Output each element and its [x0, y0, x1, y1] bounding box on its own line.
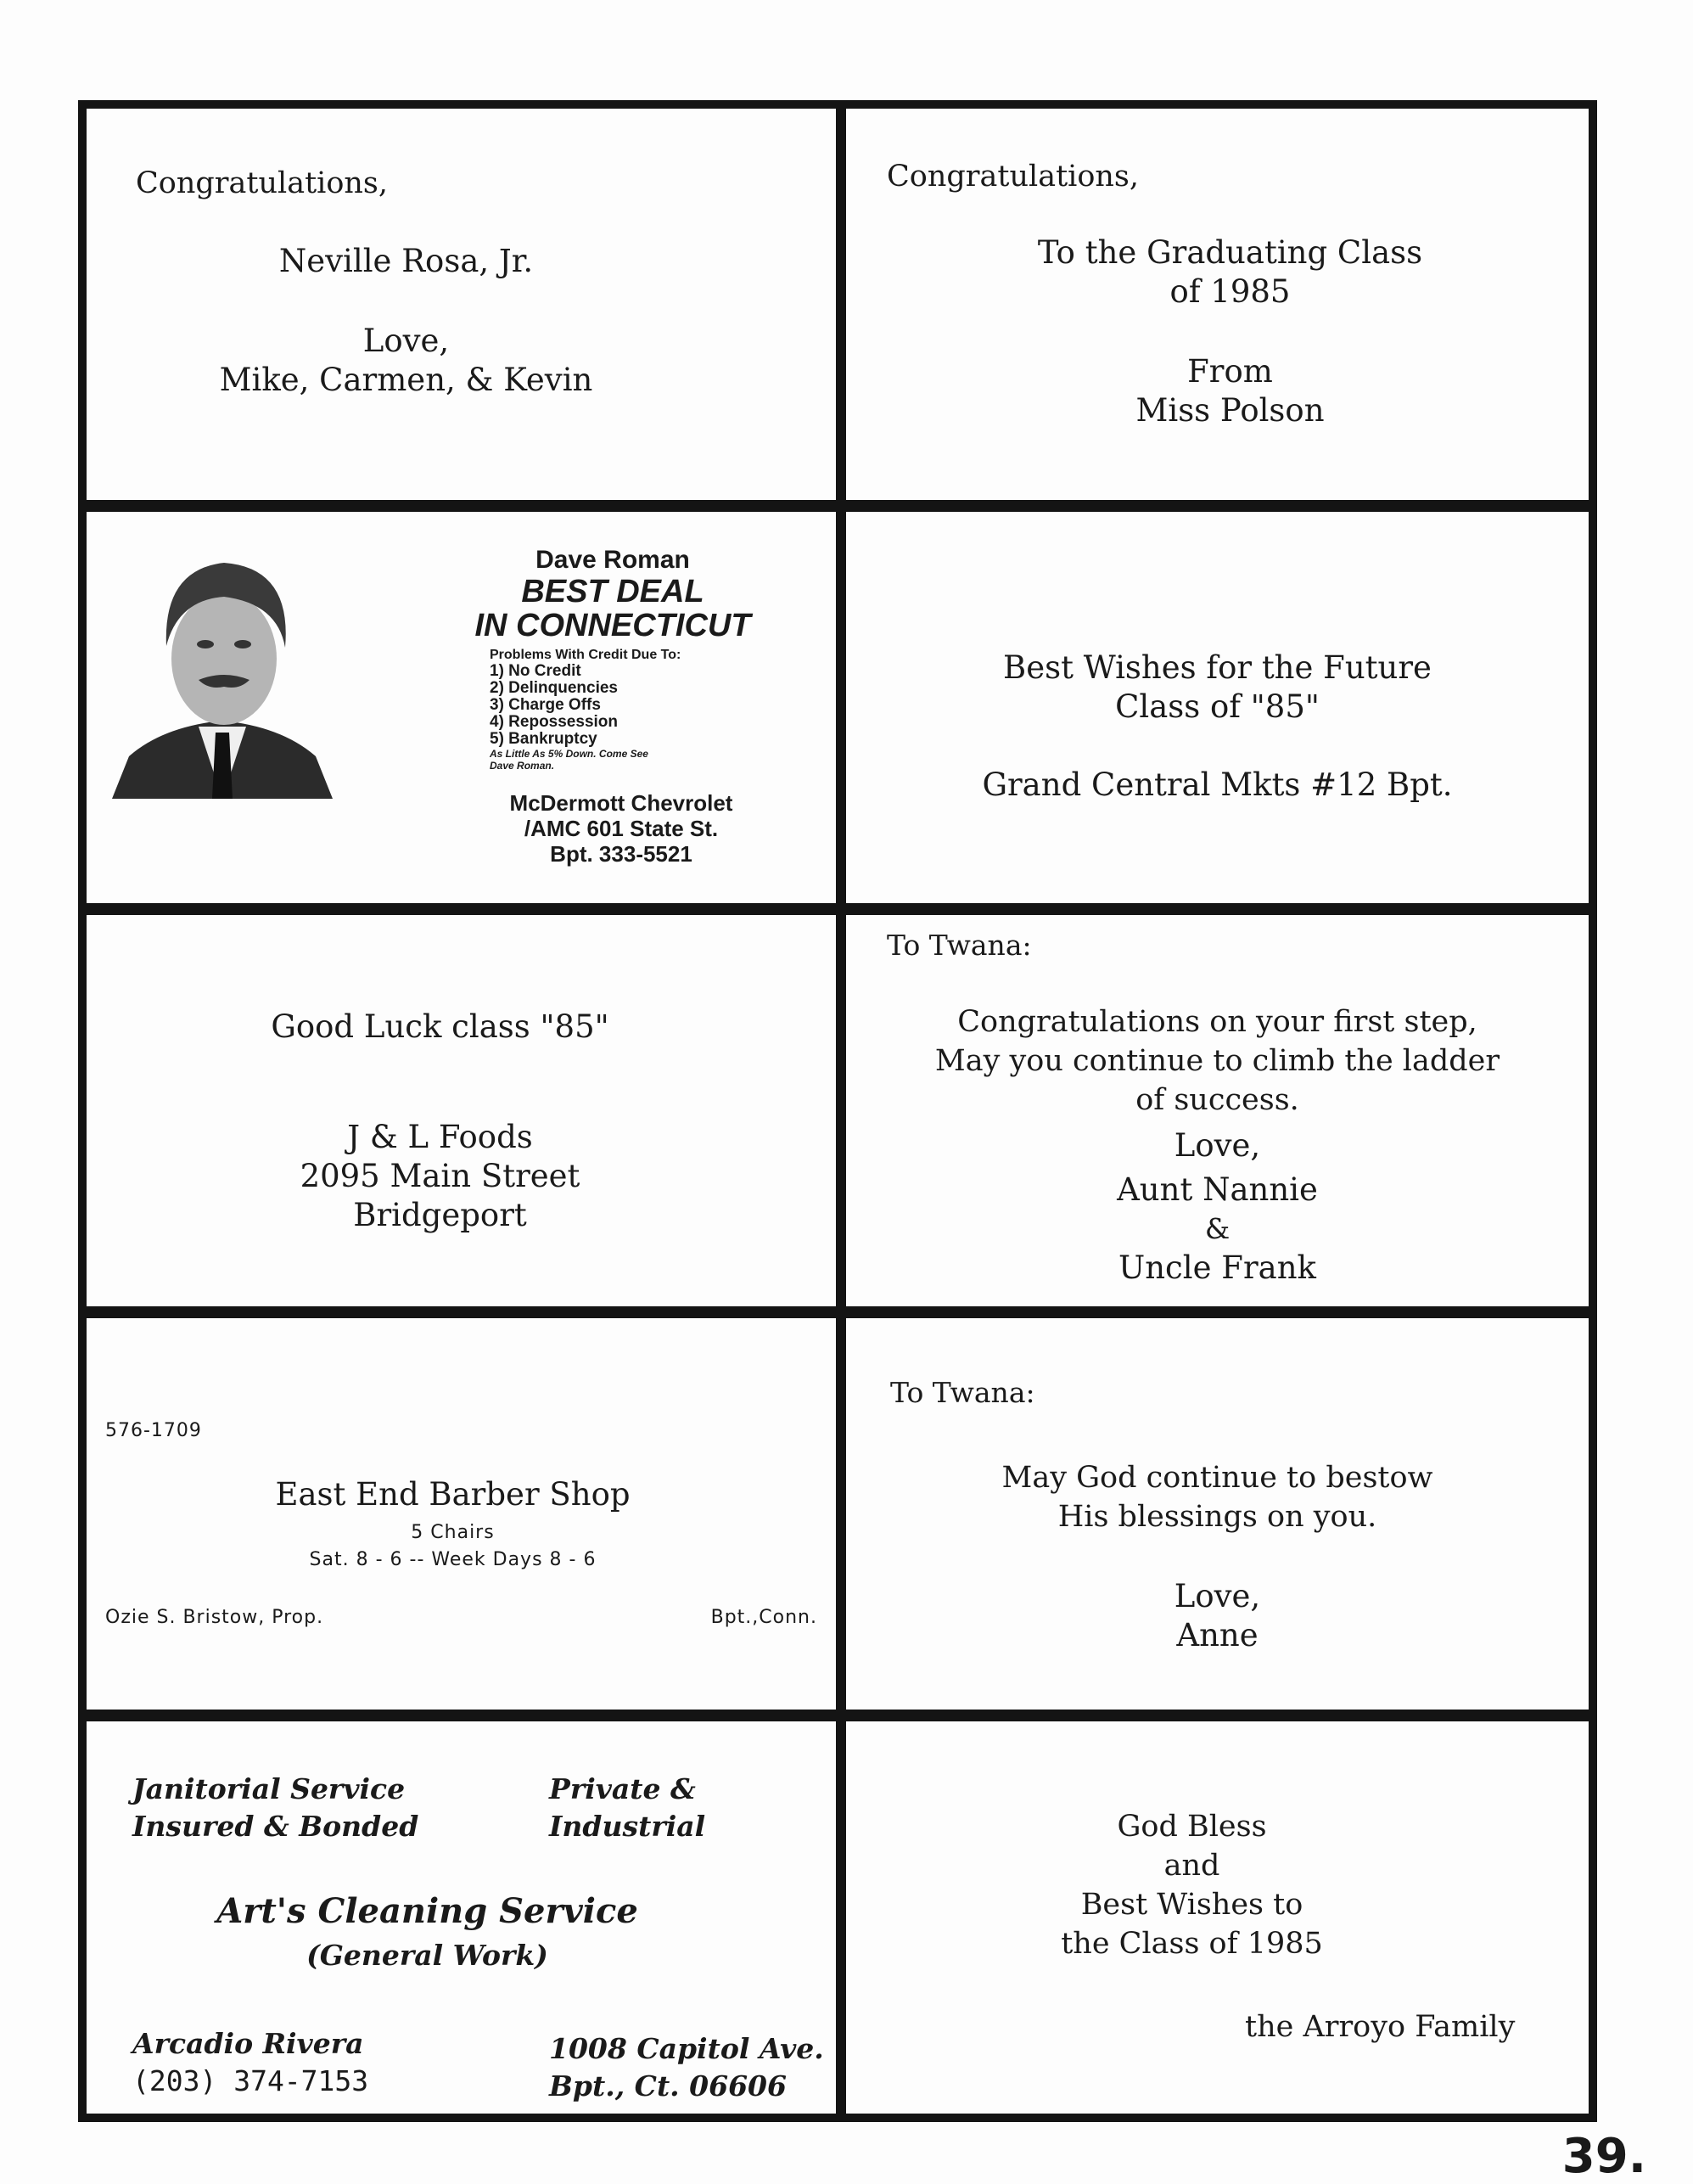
service-line-2: Insured & Bonded — [132, 1810, 419, 1843]
message-line-3: of success. — [1135, 1083, 1299, 1117]
dealer-line-1: McDermott Chevrolet — [509, 790, 733, 816]
credit-item: 5) Bankruptcy — [490, 730, 597, 748]
service-line-1: Janitorial Service — [132, 1772, 406, 1805]
street-line: 2095 Main Street — [300, 1158, 580, 1194]
from-line-2: Uncle Frank — [1118, 1249, 1316, 1286]
fine-print-1: As Little As 5% Down. Come See — [490, 748, 648, 760]
chairs-line: 5 Chairs — [411, 1522, 495, 1543]
greeting: Congratulations, — [136, 166, 389, 200]
ad-dave-roman — [87, 512, 836, 903]
city-line: Bpt.,Conn. — [710, 1607, 817, 1628]
message-line-2: Class of "85" — [1115, 688, 1320, 725]
business-name: J & L Foods — [347, 1119, 533, 1155]
ad-east-end-barber — [87, 1318, 836, 1710]
ad-grand-central — [846, 512, 1589, 903]
city-line: Bridgeport — [353, 1197, 527, 1233]
ad-anne — [846, 1318, 1589, 1710]
credit-item: 3) Charge Offs — [490, 696, 601, 714]
from-line: the Arroyo Family — [1245, 2010, 1516, 2044]
addressee: To Twana: — [887, 929, 1032, 962]
type-line-1: Private & — [549, 1772, 696, 1805]
from-name: Miss Polson — [1135, 392, 1325, 429]
proprietor: Ozie S. Bristow, Prop. — [105, 1607, 324, 1628]
ad-miss-polson — [846, 109, 1589, 500]
ad-neville-rosa — [87, 109, 836, 500]
message-line-1: Best Wishes for the Future — [1003, 649, 1432, 686]
credit-item: 1) No Credit — [490, 662, 581, 680]
city-line: Bpt., Ct. 06606 — [549, 2069, 787, 2103]
from-line: Anne — [1176, 1617, 1259, 1653]
business-subtitle: (General Work) — [306, 1939, 548, 1972]
ad-arroyo-family — [846, 1721, 1589, 2114]
hours-line: Sat. 8 - 6 -- Week Days 8 - 6 — [309, 1549, 597, 1570]
message-line: Good Luck class "85" — [271, 1008, 609, 1045]
portrait-photo — [104, 544, 339, 799]
phone-number: 576-1709 — [105, 1420, 202, 1441]
fine-print-2: Dave Roman. — [490, 760, 555, 772]
honoree-name: Neville Rosa, Jr. — [278, 243, 534, 279]
message-line-1: God Bless — [1117, 1810, 1267, 1844]
greeting: Congratulations, — [887, 160, 1140, 194]
from-line-1: Aunt Nannie — [1117, 1171, 1318, 1208]
dealer-phone: Bpt. 333-5521 — [550, 841, 692, 867]
message-line-1: Congratulations on your first step, — [957, 1005, 1477, 1039]
love-line: Love, — [1174, 1578, 1261, 1614]
message-line-2: of 1985 — [1169, 273, 1291, 310]
message-line-4: the Class of 1985 — [1061, 1927, 1323, 1961]
love-line: Love, — [362, 323, 450, 359]
ad-grid — [78, 100, 1597, 2122]
phone-number: (203) 374-7153 — [132, 2064, 369, 2097]
addressee: To Twana: — [890, 1376, 1035, 1409]
love-line: Love, — [1174, 1127, 1261, 1164]
message-line-2: and — [1163, 1849, 1220, 1883]
business-name: Art's Cleaning Service — [216, 1891, 638, 1931]
ampersand: & — [1204, 1212, 1231, 1245]
message-line-2: May you continue to climb the ladder — [934, 1044, 1500, 1078]
from-label: From — [1187, 353, 1273, 390]
message-line-1: May God continue to bestow — [1001, 1461, 1433, 1495]
problems-heading: Problems With Credit Due To: — [490, 648, 681, 662]
credit-item: 2) Delinquencies — [490, 679, 618, 697]
dealer-line-2: /AMC 601 State St. — [524, 816, 719, 841]
owner-name: Arcadio Rivera — [132, 2027, 364, 2060]
page-number: 39. — [1561, 2129, 1646, 2184]
headline-line-2: IN CONNECTICUT — [474, 608, 751, 643]
ad-aunt-nannie — [846, 915, 1589, 1306]
sponsor-line: Grand Central Mkts #12 Bpt. — [982, 766, 1453, 803]
credit-item: 4) Repossession — [490, 713, 618, 731]
ad-arts-cleaning — [87, 1721, 836, 2114]
message-line-3: Best Wishes to — [1080, 1888, 1303, 1922]
dealer-name: Dave Roman — [535, 546, 690, 574]
street-line: 1008 Capitol Ave. — [549, 2032, 824, 2065]
from-line: Mike, Carmen, & Kevin — [219, 362, 593, 398]
business-name: East End Barber Shop — [275, 1476, 631, 1513]
message-line-1: To the Graduating Class — [1037, 234, 1423, 271]
message-line-2: His blessings on you. — [1057, 1500, 1377, 1534]
headline-line-1: BEST DEAL — [521, 574, 704, 609]
type-line-2: Industrial — [549, 1810, 706, 1843]
ad-jl-foods — [87, 915, 836, 1306]
